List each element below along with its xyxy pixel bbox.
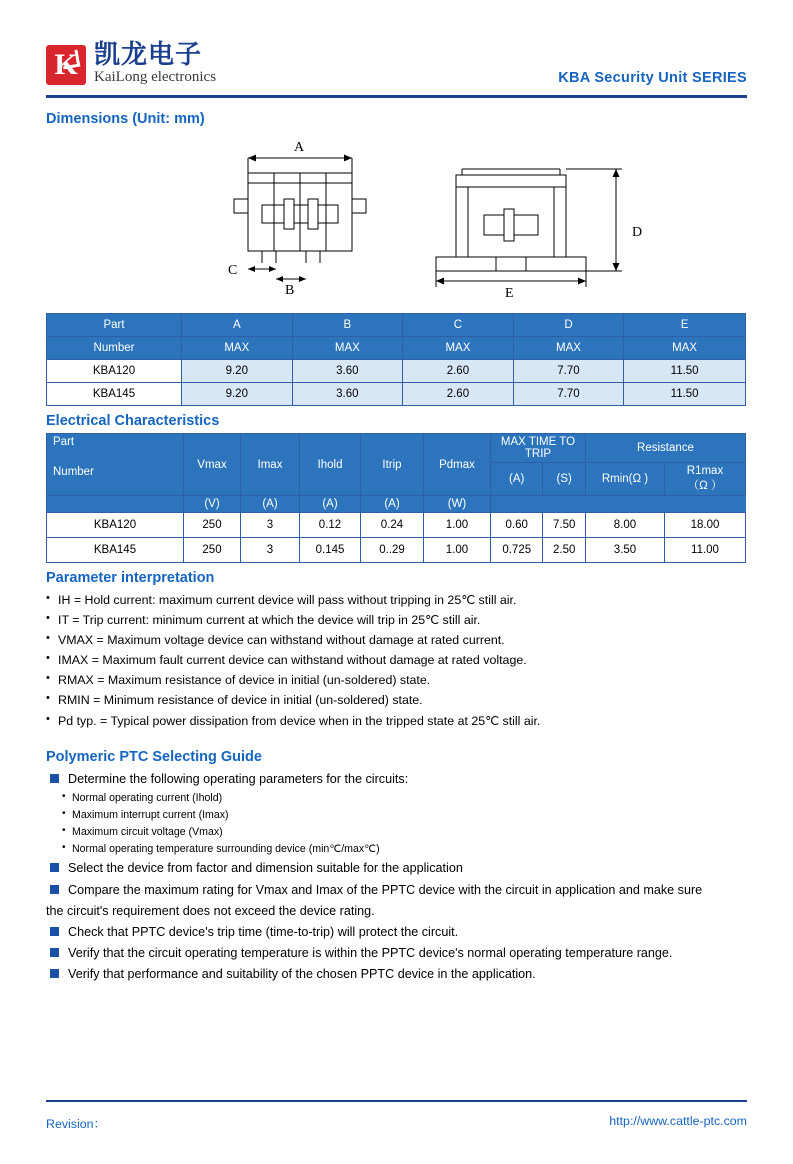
- dim-subheader-d-max: MAX: [513, 337, 624, 360]
- dim-subheader-number: Number: [47, 337, 182, 360]
- ec-cell-vmax: 250: [184, 538, 241, 563]
- table-header-row: [47, 314, 746, 337]
- electrical-characteristics-table: [46, 433, 746, 563]
- list-item: • RMAX = Maximum resistance of device in initial (un-soldered) state.: [46, 670, 747, 690]
- dim-cell-part: KBA120: [47, 360, 182, 383]
- ec-unit-blank: [47, 496, 184, 513]
- guide-sub-item: • Normal operating current (Ihold): [46, 790, 747, 807]
- dim-cell-a: 9.20: [182, 383, 293, 406]
- dimension-drawings: [46, 131, 747, 309]
- guide-item: Select the device from factor and dimension suitable for the application: [46, 858, 747, 878]
- ec-cell-pdmax: 1.00: [424, 513, 491, 538]
- electrical-heading: Electrical Characteristics: [46, 413, 220, 429]
- table-row: [47, 538, 746, 563]
- dim-header-c: C: [403, 314, 514, 337]
- ec-header-vmax: Vmax: [184, 434, 241, 496]
- dim-cell-a: 9.20: [182, 360, 293, 383]
- ec-cell-part: KBA120: [47, 513, 184, 538]
- ec-cell-trip-s: 2.50: [543, 538, 586, 563]
- ec-cell-trip-a: 0.725: [491, 538, 543, 563]
- dim-cell-part: KBA145: [47, 383, 182, 406]
- company-logo: [46, 42, 216, 85]
- dim-cell-c: 2.60: [403, 383, 514, 406]
- ec-cell-part: KBA145: [47, 538, 184, 563]
- ec-unit-v: (V): [184, 496, 241, 513]
- drawing-label-a: A: [294, 140, 305, 155]
- guide-item-intro: Determine the following operating parameters for the circuits:: [46, 769, 747, 789]
- list-item: • IMAX = Maximum fault current device can withstand without damage at rated voltage.: [46, 650, 747, 670]
- ec-unit-r1max-unit: （Ω ）: [687, 480, 723, 492]
- dim-cell-b: 3.60: [292, 360, 403, 383]
- list-item: • RMIN = Minimum resistance of device in initial (un-soldered) state.: [46, 690, 747, 710]
- drawing-label-d: D: [632, 225, 643, 240]
- ec-cell-ihold: 0.145: [300, 538, 361, 563]
- dim-cell-b: 3.60: [292, 383, 403, 406]
- component-drawing-svg: [166, 131, 686, 306]
- page-header: [46, 42, 747, 104]
- document-page: [0, 42, 793, 1164]
- dim-header-a: A: [182, 314, 293, 337]
- ec-unit-spacer: [491, 496, 746, 513]
- logo-mark-icon: K: [46, 45, 86, 85]
- ec-unit-s: (S): [543, 463, 586, 496]
- dim-cell-e: 11.50: [624, 383, 746, 406]
- table-units-row: [47, 496, 746, 513]
- ec-cell-itrip: 0.24: [361, 513, 424, 538]
- ec-header-part-line2: Number: [53, 466, 94, 478]
- guide-item: Check that PPTC device's trip time (time-to-trip) will protect the circuit.: [46, 922, 747, 942]
- list-item: • Pd typ. = Typical power dissipation from device when in the tripped state at 25℃ still air.: [46, 711, 747, 731]
- guide-sub-item: • Maximum interrupt current (Imax): [46, 807, 747, 824]
- guide-sub-item: • Maximum circuit voltage (Vmax): [46, 824, 747, 841]
- ec-header-part-line1: Part: [53, 436, 75, 448]
- ec-unit-r1max-label: R1max: [686, 465, 724, 477]
- dim-cell-d: 7.70: [513, 383, 624, 406]
- ec-unit-a4: (A): [491, 463, 543, 496]
- ec-unit-r1max: [665, 463, 746, 496]
- ec-unit-rmin: Rmin(Ω ): [586, 463, 665, 496]
- drawing-label-b: B: [285, 283, 295, 298]
- ec-cell-pdmax: 1.00: [424, 538, 491, 563]
- dim-subheader-a-max: MAX: [182, 337, 293, 360]
- dimensions-heading: Dimensions (Unit: mm): [46, 111, 205, 127]
- table-row: [47, 383, 746, 406]
- ec-cell-vmax: 250: [184, 513, 241, 538]
- website-link[interactable]: http://www.cattle-ptc.com: [609, 1114, 747, 1128]
- ec-cell-itrip: 0..29: [361, 538, 424, 563]
- page-footer: [46, 1114, 747, 1132]
- ec-cell-rmin: 8.00: [586, 513, 665, 538]
- ec-header-pdmax: Pdmax: [424, 434, 491, 496]
- header-divider: [46, 95, 747, 98]
- dim-cell-e: 11.50: [624, 360, 746, 383]
- series-title: KBA Security Unit SERIES: [558, 70, 747, 86]
- ec-unit-a1: (A): [241, 496, 300, 513]
- ec-cell-r1max: 11.00: [665, 538, 746, 563]
- guide-sub-item: • Normal operating temperature surrounding device (min℃/max℃): [46, 841, 747, 858]
- ec-header-resistance: Resistance: [586, 434, 746, 463]
- table-row: [47, 513, 746, 538]
- dim-header-d: D: [513, 314, 624, 337]
- ec-unit-a2: (A): [300, 496, 361, 513]
- list-item: • IT = Trip current: minimum current at which the device will trip in 25℃ still air.: [46, 610, 747, 630]
- guide-item-continuation: the circuit's requirement does not exceed the device rating.: [46, 903, 375, 918]
- ec-cell-rmin: 3.50: [586, 538, 665, 563]
- parameter-heading: Parameter interpretation: [46, 570, 215, 586]
- dim-subheader-e-max: MAX: [624, 337, 746, 360]
- ec-header-imax: Imax: [241, 434, 300, 496]
- dim-header-part: Part: [47, 314, 182, 337]
- logo-english-name: KaiLong electronics: [94, 69, 217, 85]
- guide-item: Compare the maximum rating for Vmax and Imax of the PPTC device with the circuit in application and make sure: [46, 880, 747, 900]
- drawing-label-e: E: [505, 286, 514, 301]
- dim-header-b: B: [292, 314, 403, 337]
- ec-cell-imax: 3: [241, 513, 300, 538]
- ec-header-ihold: Ihold: [300, 434, 361, 496]
- ec-cell-r1max: 18.00: [665, 513, 746, 538]
- logo-text: [94, 42, 216, 85]
- guide-item: Verify that performance and suitability of the chosen PPTC device in the application.: [46, 964, 747, 984]
- guide-item: Verify that the circuit operating temperature is within the PPTC device's normal operating temperature range.: [46, 943, 747, 963]
- table-subheader-row: [47, 337, 746, 360]
- list-item: • VMAX = Maximum voltage device can withstand without damage at rated current.: [46, 630, 747, 650]
- ec-header-part: [47, 434, 184, 496]
- ec-header-itrip: Itrip: [361, 434, 424, 496]
- guide-list: [46, 769, 747, 985]
- guide-heading: Polymeric PTC Selecting Guide: [46, 748, 262, 765]
- ec-cell-ihold: 0.12: [300, 513, 361, 538]
- parameter-list: [46, 590, 747, 731]
- table-row: [47, 360, 746, 383]
- ec-cell-imax: 3: [241, 538, 300, 563]
- dim-header-e: E: [624, 314, 746, 337]
- dim-subheader-b-max: MAX: [292, 337, 403, 360]
- ec-cell-trip-s: 7.50: [543, 513, 586, 538]
- drawing-label-c: C: [228, 263, 238, 278]
- dim-cell-d: 7.70: [513, 360, 624, 383]
- list-item: • IH = Hold current: maximum current device will pass without tripping in 25℃ still air.: [46, 590, 747, 610]
- ec-cell-trip-a: 0.60: [491, 513, 543, 538]
- ec-header-max-time-to-trip: MAX TIME TO TRIP: [491, 434, 586, 463]
- ec-unit-w: (W): [424, 496, 491, 513]
- table-header-row: [47, 434, 746, 463]
- logo-chinese-name: 凯龙电子: [94, 40, 203, 69]
- ec-unit-a3: (A): [361, 496, 424, 513]
- dim-subheader-c-max: MAX: [403, 337, 514, 360]
- footer-divider: [46, 1100, 747, 1102]
- dimensions-table: [46, 313, 746, 406]
- revision-label: Revision：: [46, 1117, 106, 1131]
- dim-cell-c: 2.60: [403, 360, 514, 383]
